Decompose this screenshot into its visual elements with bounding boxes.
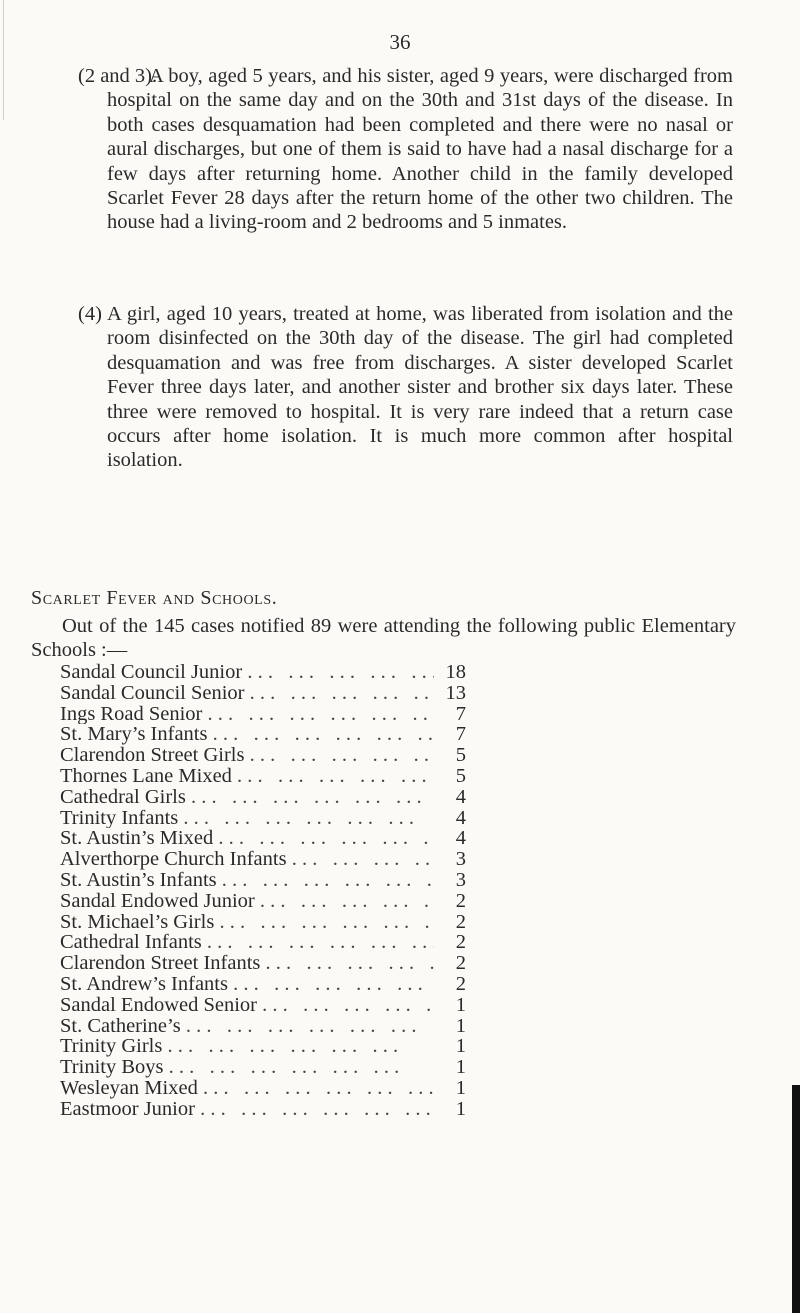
page-number: 36	[389, 30, 411, 54]
school-name: St. Catherine’s . . .	[60, 1016, 434, 1037]
school-name: Trinity Infants . . .	[60, 808, 434, 829]
school-row	[60, 870, 470, 891]
school-name: Sandal Council Senior . . .	[60, 683, 434, 704]
school-case-count: 5	[455, 764, 466, 787]
case-paragraph-2-3	[78, 64, 733, 235]
school-name: Cathedral Infants . . .	[60, 932, 434, 953]
school-case-count: 13	[445, 681, 466, 704]
school-row	[60, 891, 470, 912]
school-row	[60, 1057, 470, 1078]
school-row	[60, 1016, 470, 1037]
school-case-count: 2	[455, 952, 466, 975]
school-case-count: 7	[455, 723, 466, 746]
school-row	[60, 974, 470, 995]
school-row	[60, 766, 470, 787]
school-name: Eastmoor Junior . . .	[60, 1099, 434, 1120]
school-name: Cathedral Girls . . .	[60, 787, 434, 808]
section-intro: Out of the 145 cases notified 89 were attending the following public Elementary Schools :—	[31, 615, 736, 662]
school-name: Thornes Lane Mixed . . .	[60, 766, 434, 787]
school-list	[60, 662, 470, 1120]
school-case-count: 18	[445, 661, 466, 683]
scan-edge-shadow	[792, 1085, 800, 1313]
school-case-count: 3	[455, 868, 466, 891]
school-name: Clarendon Street Infants . . .	[60, 953, 434, 974]
school-name: Ings Road Senior . . .	[60, 704, 434, 725]
school-case-count: 2	[455, 931, 466, 954]
school-row	[60, 995, 470, 1016]
school-row	[60, 849, 470, 870]
school-row	[60, 787, 470, 808]
school-name: Wesleyan Mixed . . .	[60, 1078, 434, 1099]
school-case-count: 1	[455, 1076, 466, 1099]
school-case-count: 5	[455, 744, 466, 767]
school-row	[60, 1099, 470, 1120]
school-name: St. Michael’s Girls . . .	[60, 912, 434, 933]
school-name: Alverthorpe Church Infants . . .	[60, 849, 434, 870]
school-name: Sandal Council Junior . . .	[60, 662, 434, 683]
school-row	[60, 1036, 470, 1057]
school-name: Sandal Endowed Junior . . .	[60, 891, 434, 912]
school-row	[60, 808, 470, 829]
scan-edge-line	[3, 0, 4, 120]
school-case-count: 3	[455, 848, 466, 871]
school-name: Clarendon Street Girls . . .	[60, 745, 434, 766]
school-name: Trinity Girls . . .	[60, 1036, 434, 1057]
school-case-count: 1	[455, 993, 466, 1016]
case-text: A girl, aged 10 years, treated at home, was liberated from isolation and the room disinfected on the 30th day of the disease. The girl had completed desquamation and was free from discharges. A sister developed Scarlet Fever three days later, and another sister and brother six days later. These three were removed to hospital. It is very rare indeed that a return case occurs after home isolation. It is much more common after hospital isolation.	[107, 303, 733, 472]
case-paragraph-4	[78, 302, 733, 473]
case-text: A boy, aged 5 years, and his sister, aged 9 years, were discharged from hospital on the same day and on the 30th and 31st days of the disease. In both cases desquamation had been completed and there were no nasal or aural discharges, but one of them is said to have had a nasal discharge for a few days after returning home. Another child in the family developed Scarlet Fever 28 days after the return home of the other two children. The house had a living-room and 2 bedrooms and 5 inmates.	[107, 65, 733, 234]
section-heading: Scarlet Fever and Schools.	[31, 587, 278, 609]
school-case-count: 4	[455, 827, 466, 850]
school-row	[60, 953, 470, 974]
school-case-count: 1	[455, 1035, 466, 1058]
school-case-count: 4	[455, 806, 466, 829]
school-name: Trinity Boys . . .	[60, 1057, 434, 1078]
school-case-count: 2	[455, 972, 466, 995]
case-marker: (2 and 3).	[78, 65, 158, 87]
school-row	[60, 745, 470, 766]
school-row	[60, 932, 470, 953]
school-row	[60, 704, 470, 725]
school-case-count: 7	[455, 702, 466, 725]
case-marker: (4)	[78, 303, 102, 325]
school-case-count: 1	[455, 1097, 466, 1120]
school-row	[60, 912, 470, 933]
school-name: Sandal Endowed Senior . . .	[60, 995, 434, 1016]
school-row	[60, 1078, 470, 1099]
school-row	[60, 724, 470, 745]
school-case-count: 1	[455, 1056, 466, 1079]
school-row	[60, 662, 470, 683]
school-name: St. Andrew’s Infants . . .	[60, 974, 434, 995]
school-case-count: 4	[455, 785, 466, 808]
school-name: St. Austin’s Infants . . .	[60, 870, 434, 891]
school-name: St. Austin’s Mixed . . .	[60, 828, 434, 849]
school-case-count: 2	[455, 889, 466, 912]
school-name: St. Mary’s Infants . . .	[60, 724, 434, 745]
school-row	[60, 828, 470, 849]
school-row	[60, 683, 470, 704]
school-case-count: 2	[455, 910, 466, 933]
school-case-count: 1	[455, 1014, 466, 1037]
